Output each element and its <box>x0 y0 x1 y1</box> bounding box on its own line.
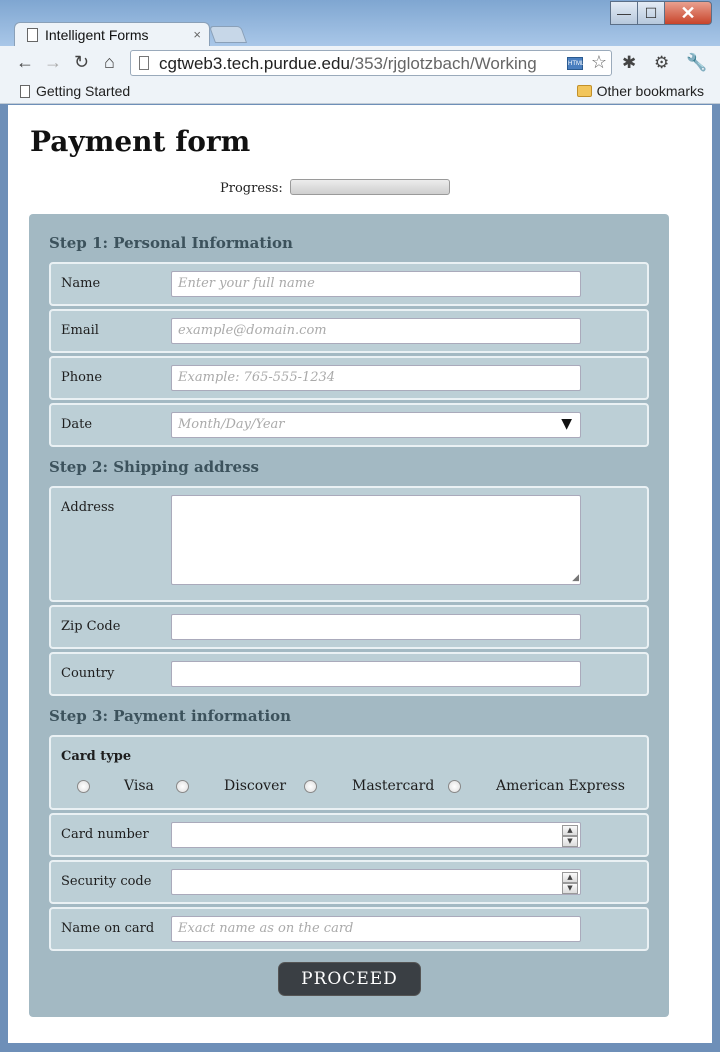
step-2-heading: Step 2: Shipping address <box>49 458 259 476</box>
page-icon <box>27 28 38 42</box>
forward-arrow-icon[interactable]: → <box>44 52 62 72</box>
date-row <box>49 403 649 447</box>
spin-down-icon[interactable]: ▼ <box>562 883 578 894</box>
step-3-heading: Step 3: Payment information <box>49 707 292 725</box>
window-controls <box>611 1 712 27</box>
security-code-spinner[interactable] <box>562 872 578 894</box>
back-arrow-icon[interactable]: ← <box>16 52 34 72</box>
card-number-label: Card number <box>61 827 149 842</box>
radio-mastercard[interactable] <box>304 780 317 793</box>
name-on-card-input[interactable]: Exact name as on the card <box>171 916 581 942</box>
progress-indicator <box>220 179 450 196</box>
resize-grip-icon[interactable]: ◢ <box>572 573 579 583</box>
country-input[interactable] <box>171 661 581 687</box>
extension-bug-icon[interactable]: ✱ <box>622 53 637 72</box>
maximize-button[interactable]: ☐ <box>637 1 665 25</box>
home-icon[interactable]: ⌂ <box>104 52 115 72</box>
card-number-input[interactable] <box>171 822 581 848</box>
date-label: Date <box>61 417 93 432</box>
spin-up-icon[interactable]: ▲ <box>562 825 578 836</box>
american-express-label: American Express <box>496 778 625 794</box>
page-title: Payment form <box>30 125 251 158</box>
bookmarks-bar <box>0 80 720 104</box>
address-row <box>49 486 649 602</box>
wrench-menu-icon[interactable]: 🔧 <box>686 53 708 72</box>
browser-tab[interactable] <box>14 22 210 48</box>
card-type-label: Card type <box>61 749 132 764</box>
radio-american-express[interactable] <box>448 780 461 793</box>
name-on-card-row <box>49 907 649 951</box>
spin-down-icon[interactable]: ▼ <box>562 836 578 847</box>
name-on-card-label: Name on card <box>61 921 155 936</box>
page-icon <box>139 56 149 70</box>
url-path: /353/rjglotzbach/Working <box>349 54 537 73</box>
address-textarea[interactable] <box>171 495 581 585</box>
radio-visa[interactable] <box>77 780 90 793</box>
email-row <box>49 309 649 353</box>
zip-input[interactable] <box>171 614 581 640</box>
progress-bar <box>290 179 450 195</box>
country-row <box>49 652 649 696</box>
phone-row <box>49 356 649 400</box>
mastercard-label: Mastercard <box>352 778 435 794</box>
minimize-button[interactable]: — <box>610 1 638 25</box>
bookmark-star-icon[interactable]: ☆ <box>590 52 607 72</box>
bookmark-getting-started[interactable]: Getting Started <box>20 83 130 99</box>
page-icon <box>20 85 30 98</box>
folder-icon <box>577 85 592 97</box>
proceed-button[interactable]: PROCEED <box>278 962 421 996</box>
payment-form <box>29 214 669 1017</box>
progress-label: Progress: <box>220 181 283 196</box>
card-type-row <box>49 735 649 810</box>
phone-input[interactable]: Example: 765-555-1234 <box>171 365 581 391</box>
url-host: cgtweb3.tech.purdue.edu/353/rjglotzbach/Working <box>159 54 537 73</box>
zip-label: Zip Code <box>61 619 121 634</box>
date-select[interactable] <box>171 412 581 438</box>
close-button[interactable]: ✕ <box>664 1 712 25</box>
browser-toolbar <box>0 46 720 80</box>
name-label: Name <box>61 276 101 291</box>
name-input[interactable]: Enter your full name <box>171 271 581 297</box>
address-bar[interactable] <box>130 50 612 76</box>
date-placeholder: Month/Day/Year <box>178 417 285 432</box>
spin-up-icon[interactable]: ▲ <box>562 872 578 883</box>
radio-discover[interactable] <box>176 780 189 793</box>
card-number-spinner[interactable] <box>562 825 578 847</box>
security-code-label: Security code <box>61 874 152 889</box>
email-label: Email <box>61 323 99 338</box>
country-label: Country <box>61 666 115 681</box>
address-label: Address <box>61 500 115 515</box>
window-titlebar <box>0 0 720 46</box>
tab-title: Intelligent Forms <box>45 27 149 43</box>
phone-label: Phone <box>61 370 103 385</box>
extension-tool-icon[interactable]: ⚙ <box>654 53 670 72</box>
discover-label: Discover <box>224 778 287 794</box>
card-number-row <box>49 813 649 857</box>
security-code-input[interactable] <box>171 869 581 895</box>
visa-label: Visa <box>124 778 154 794</box>
zip-row <box>49 605 649 649</box>
page-viewport <box>8 105 712 1043</box>
html5-badge-icon[interactable]: HTML <box>567 57 583 70</box>
new-tab-button[interactable] <box>209 26 247 43</box>
other-bookmarks[interactable]: Other bookmarks <box>577 83 704 99</box>
name-row <box>49 262 649 306</box>
step-1-heading: Step 1: Personal Information <box>49 234 293 252</box>
security-code-row <box>49 860 649 904</box>
dropdown-arrow-icon[interactable]: ▼ <box>561 416 572 432</box>
reload-icon[interactable]: ↻ <box>74 52 90 72</box>
email-input[interactable]: example@domain.com <box>171 318 581 344</box>
tab-close-icon[interactable]: × <box>193 27 201 42</box>
